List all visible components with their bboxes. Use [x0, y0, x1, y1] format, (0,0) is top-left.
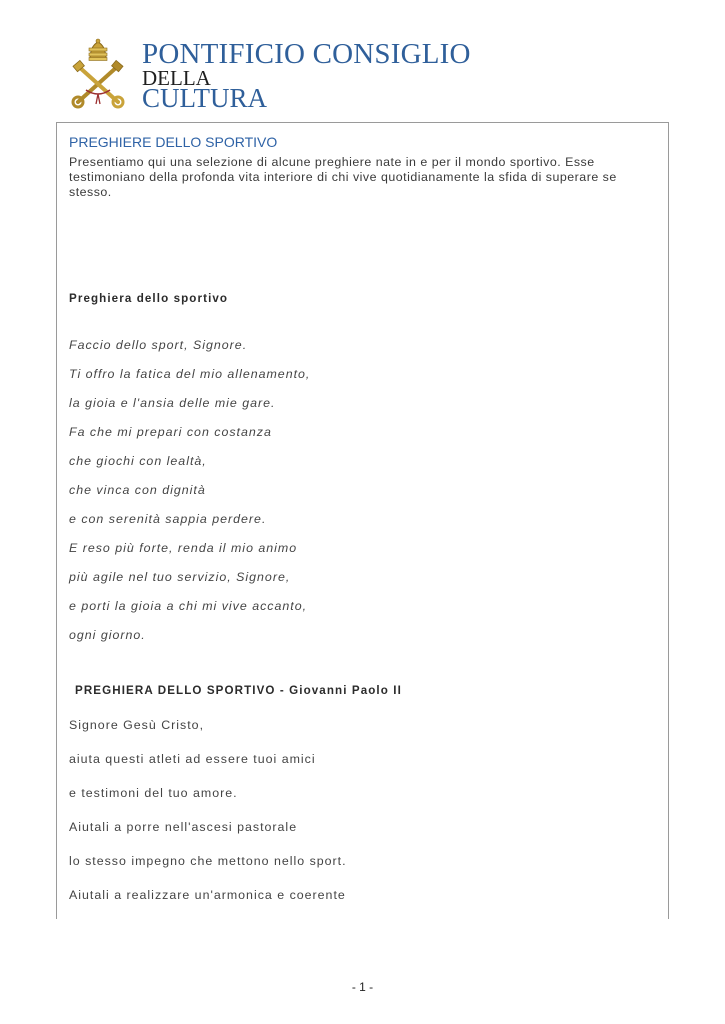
brand-line-3: CULTURA	[142, 83, 268, 113]
prayer-2-text	[69, 718, 347, 922]
prayer-line: Fa che mi prepari con costanza	[69, 425, 272, 439]
prayer-line: e con serenità sappia perdere.	[69, 512, 267, 526]
prayer-line: la gioia e l'ansia delle mie gare.	[69, 396, 276, 410]
prayer-2-heading: PREGHIERA DELLO SPORTIVO - Giovanni Paolo II	[75, 684, 402, 697]
prayer-line: aiuta questi atleti ad essere tuoi amici	[69, 752, 316, 766]
prayer-line: Signore Gesù Cristo,	[69, 718, 205, 732]
prayer-line: lo stesso impegno che mettono nello sport.	[69, 854, 347, 868]
prayer-line: che vinca con dignità	[69, 483, 206, 497]
brand-line-2: DELLA	[142, 66, 211, 90]
prayer-1-text	[69, 338, 310, 657]
section-intro: Presentiamo qui una selezione di alcune preghiere nate in e per il mondo sportivo. Esse testimoniano della profonda vita interiore di chi vive quotidianamente la sfida di superare se stesso.	[69, 155, 617, 199]
section-title: PREGHIERE DELLO SPORTIVO	[69, 134, 278, 150]
page-number: - 1 -	[351, 980, 374, 994]
prayer-line: più agile nel tuo servizio, Signore,	[69, 570, 291, 584]
papal-emblem-icon	[68, 38, 128, 112]
prayer-line: e porti la gioia a chi mi vive accanto,	[69, 599, 308, 613]
prayer-line: che giochi con lealtà,	[69, 454, 207, 468]
prayer-line: Aiutali a realizzare un'armonica e coerente	[69, 888, 346, 902]
prayer-line: Aiutali a porre nell'ascesi pastorale	[69, 820, 298, 834]
prayer-line: ogni giorno.	[69, 628, 146, 642]
brand-line-1: PONTIFICIO CONSIGLIO	[142, 38, 471, 70]
prayer-line: E reso più forte, renda il mio animo	[69, 541, 298, 555]
page-header	[68, 38, 488, 114]
prayer-line: Faccio dello sport, Signore.	[69, 338, 248, 352]
prayer-line: e testimoni del tuo amore.	[69, 786, 238, 800]
prayer-line: Ti offro la fatica del mio allenamento,	[69, 367, 311, 381]
prayer-1-heading: Preghiera dello sportivo	[69, 292, 229, 305]
